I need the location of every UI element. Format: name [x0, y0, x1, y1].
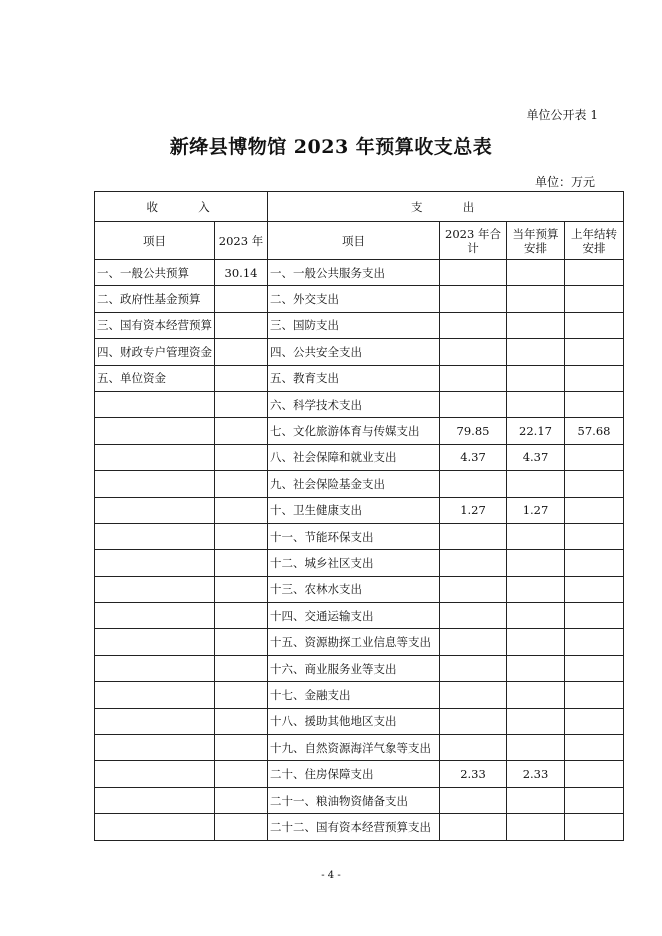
- table-row: [95, 814, 624, 840]
- income-value-cell: [215, 523, 268, 549]
- expense-carryover-header: 上年结转安排: [565, 222, 624, 260]
- table-row: [95, 523, 624, 549]
- income-value-cell: [215, 655, 268, 681]
- income-item-header: 项目: [95, 222, 215, 260]
- income-value-cell: [215, 471, 268, 497]
- unit-label: 单位：万元: [534, 175, 595, 189]
- expense-total-cell: [440, 735, 507, 761]
- document-label: 单位公开表 1: [526, 108, 598, 122]
- expense-carryover-cell: [565, 339, 624, 365]
- expense-current-cell: [507, 708, 565, 734]
- expense-current-cell: [507, 787, 565, 813]
- expense-carryover-cell: [565, 471, 624, 497]
- expense-current-cell: [507, 391, 565, 417]
- expense-current-cell: [507, 682, 565, 708]
- expense-item-cell: 四、公共安全支出: [268, 339, 440, 365]
- expense-carryover-cell: [565, 761, 624, 787]
- income-item-cell: 三、国有资本经营预算: [95, 312, 215, 338]
- income-value-cell: [215, 814, 268, 840]
- expense-carryover-cell: [565, 497, 624, 523]
- expense-item-cell: 十三、农林水支出: [268, 576, 440, 602]
- expense-current-cell: [507, 471, 565, 497]
- expense-carryover-cell: [565, 576, 624, 602]
- expense-item-cell: 一、一般公共服务支出: [268, 260, 440, 286]
- expense-group-header: 支 出: [268, 192, 624, 222]
- table-row: [95, 497, 624, 523]
- page-number: - 4 -: [321, 870, 341, 881]
- income-value-cell: [215, 682, 268, 708]
- expense-total-header: 2023 年合计: [440, 222, 507, 260]
- expense-current-cell: 4.37: [507, 444, 565, 470]
- income-item-cell: [95, 787, 215, 813]
- expense-total-cell: [440, 787, 507, 813]
- table-row: [95, 603, 624, 629]
- expense-current-cell: [507, 312, 565, 338]
- expense-carryover-cell: [565, 735, 624, 761]
- expense-total-cell: [440, 708, 507, 734]
- income-item-cell: [95, 391, 215, 417]
- table-row: [95, 391, 624, 417]
- income-item-cell: [95, 576, 215, 602]
- expense-current-cell: [507, 576, 565, 602]
- income-value-cell: [215, 708, 268, 734]
- expense-item-cell: 十一、节能环保支出: [268, 523, 440, 549]
- income-value-cell: [215, 418, 268, 444]
- expense-item-cell: 八、社会保障和就业支出: [268, 444, 440, 470]
- income-item-cell: 二、政府性基金预算: [95, 286, 215, 312]
- income-value-cell: [215, 365, 268, 391]
- expense-carryover-cell: [565, 550, 624, 576]
- table-row: [95, 444, 624, 470]
- expense-carryover-cell: [565, 787, 624, 813]
- expense-current-cell: 22.17: [507, 418, 565, 444]
- income-item-cell: [95, 708, 215, 734]
- expense-carryover-cell: [565, 286, 624, 312]
- income-item-cell: [95, 761, 215, 787]
- income-item-cell: [95, 497, 215, 523]
- expense-total-cell: 79.85: [440, 418, 507, 444]
- table-row: [95, 286, 624, 312]
- expense-item-cell: 二十一、粮油物资储备支出: [268, 787, 440, 813]
- expense-total-cell: [440, 550, 507, 576]
- income-value-cell: [215, 603, 268, 629]
- income-item-cell: [95, 814, 215, 840]
- expense-item-cell: 十八、援助其他地区支出: [268, 708, 440, 734]
- income-group-header: 收 入: [95, 192, 268, 222]
- expense-total-cell: [440, 339, 507, 365]
- expense-current-cell: [507, 655, 565, 681]
- expense-item-cell: 二十二、国有资本经营预算支出: [268, 814, 440, 840]
- income-value-cell: [215, 312, 268, 338]
- table-row: [95, 471, 624, 497]
- expense-item-cell: 十六、商业服务业等支出: [268, 655, 440, 681]
- expense-current-cell: [507, 550, 565, 576]
- expense-item-cell: 五、教育支出: [268, 365, 440, 391]
- expense-total-cell: 2.33: [440, 761, 507, 787]
- expense-carryover-cell: [565, 260, 624, 286]
- table-row: [95, 629, 624, 655]
- expense-carryover-cell: 57.68: [565, 418, 624, 444]
- expense-carryover-cell: [565, 682, 624, 708]
- table-row: [95, 312, 624, 338]
- expense-current-cell: [507, 629, 565, 655]
- expense-item-cell: 三、国防支出: [268, 312, 440, 338]
- table-row: [95, 339, 624, 365]
- expense-total-cell: [440, 260, 507, 286]
- expense-total-cell: [440, 365, 507, 391]
- income-value-cell: [215, 735, 268, 761]
- expense-current-header: 当年预算安排: [507, 222, 565, 260]
- income-value-cell: [215, 576, 268, 602]
- income-item-cell: 五、单位资金: [95, 365, 215, 391]
- income-item-cell: [95, 523, 215, 549]
- expense-carryover-cell: [565, 391, 624, 417]
- expense-current-cell: [507, 814, 565, 840]
- expense-total-cell: [440, 471, 507, 497]
- expense-item-cell: 九、社会保险基金支出: [268, 471, 440, 497]
- expense-current-cell: [507, 286, 565, 312]
- expense-carryover-cell: [565, 655, 624, 681]
- income-item-cell: [95, 629, 215, 655]
- table-row: [95, 550, 624, 576]
- expense-carryover-cell: [565, 603, 624, 629]
- income-value-cell: [215, 550, 268, 576]
- expense-current-cell: [507, 365, 565, 391]
- group-header-row: [95, 192, 624, 222]
- table-row: [95, 761, 624, 787]
- income-item-cell: [95, 444, 215, 470]
- expense-total-cell: [440, 682, 507, 708]
- expense-total-cell: [440, 629, 507, 655]
- income-value-cell: [215, 629, 268, 655]
- income-value-cell: [215, 444, 268, 470]
- income-value-cell: [215, 787, 268, 813]
- expense-total-cell: [440, 576, 507, 602]
- income-item-cell: [95, 735, 215, 761]
- income-item-cell: [95, 655, 215, 681]
- table-row: [95, 682, 624, 708]
- income-value-cell: [215, 761, 268, 787]
- expense-current-cell: [507, 260, 565, 286]
- table-row: [95, 787, 624, 813]
- expense-total-cell: 1.27: [440, 497, 507, 523]
- expense-current-cell: 2.33: [507, 761, 565, 787]
- expense-total-cell: [440, 814, 507, 840]
- table-row: [95, 708, 624, 734]
- income-item-cell: 四、财政专户管理资金: [95, 339, 215, 365]
- expense-item-cell: 十五、资源勘探工业信息等支出: [268, 629, 440, 655]
- income-value-cell: [215, 391, 268, 417]
- table-row: [95, 365, 624, 391]
- expense-item-cell: 七、文化旅游体育与传媒支出: [268, 418, 440, 444]
- expense-total-cell: [440, 655, 507, 681]
- expense-carryover-cell: [565, 365, 624, 391]
- expense-item-header: 项目: [268, 222, 440, 260]
- expense-current-cell: [507, 603, 565, 629]
- page-title: 新绛县博物馆 2023 年预算收支总表: [169, 136, 493, 158]
- income-value-cell: [215, 286, 268, 312]
- income-value-cell: 30.14: [215, 260, 268, 286]
- income-value-cell: [215, 497, 268, 523]
- expense-carryover-cell: [565, 814, 624, 840]
- expense-carryover-cell: [565, 312, 624, 338]
- expense-current-cell: [507, 523, 565, 549]
- expense-current-cell: [507, 735, 565, 761]
- expense-total-cell: [440, 603, 507, 629]
- expense-item-cell: 二、外交支出: [268, 286, 440, 312]
- table-row: [95, 576, 624, 602]
- expense-item-cell: 六、科学技术支出: [268, 391, 440, 417]
- expense-item-cell: 十七、金融支出: [268, 682, 440, 708]
- expense-carryover-cell: [565, 523, 624, 549]
- expense-item-cell: 十二、城乡社区支出: [268, 550, 440, 576]
- income-item-cell: [95, 682, 215, 708]
- income-item-cell: 一、一般公共预算: [95, 260, 215, 286]
- expense-item-cell: 十四、交通运输支出: [268, 603, 440, 629]
- income-year-header: 2023 年: [215, 222, 268, 260]
- expense-item-cell: 十、卫生健康支出: [268, 497, 440, 523]
- income-item-cell: [95, 418, 215, 444]
- expense-item-cell: 十九、自然资源海洋气象等支出: [268, 735, 440, 761]
- budget-table: [94, 191, 624, 841]
- expense-current-cell: [507, 339, 565, 365]
- table-row: [95, 260, 624, 286]
- income-item-cell: [95, 550, 215, 576]
- expense-total-cell: 4.37: [440, 444, 507, 470]
- expense-total-cell: [440, 391, 507, 417]
- income-item-cell: [95, 471, 215, 497]
- expense-current-cell: 1.27: [507, 497, 565, 523]
- expense-carryover-cell: [565, 444, 624, 470]
- expense-carryover-cell: [565, 629, 624, 655]
- column-header-row: [95, 222, 624, 260]
- table-row: [95, 418, 624, 444]
- expense-item-cell: 二十、住房保障支出: [268, 761, 440, 787]
- table-row: [95, 655, 624, 681]
- expense-total-cell: [440, 523, 507, 549]
- expense-carryover-cell: [565, 708, 624, 734]
- expense-total-cell: [440, 286, 507, 312]
- income-item-cell: [95, 603, 215, 629]
- table-row: [95, 735, 624, 761]
- income-value-cell: [215, 339, 268, 365]
- expense-total-cell: [440, 312, 507, 338]
